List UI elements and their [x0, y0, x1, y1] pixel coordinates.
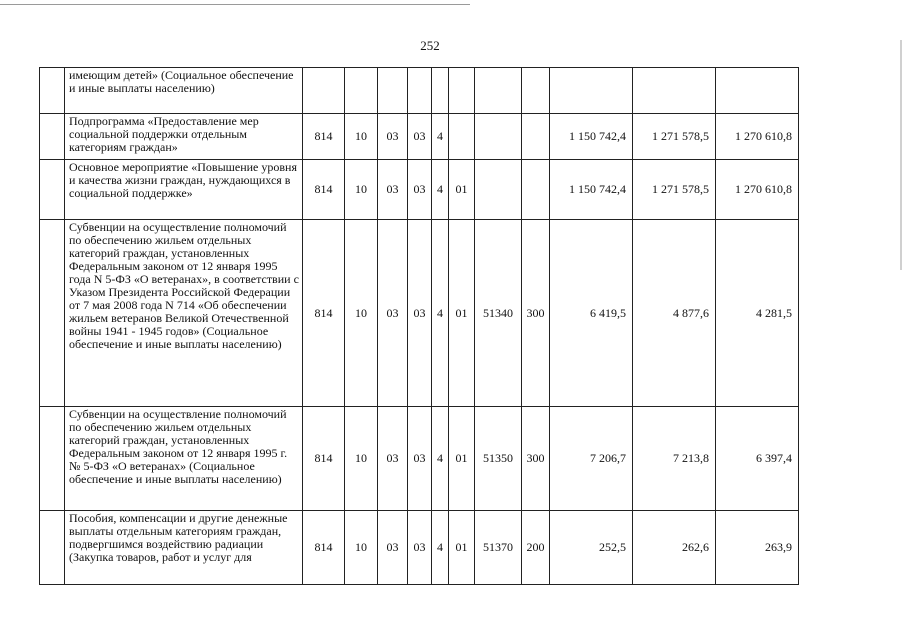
amount-year3-cell: 4 281,5	[716, 220, 799, 407]
amount-year3-cell: 1 270 610,8	[716, 114, 799, 160]
ved-cell	[303, 68, 345, 114]
event-cell: 01	[449, 407, 475, 511]
subprogram-cell: 4	[432, 511, 449, 585]
program-cell: 03	[408, 220, 432, 407]
direction-cell	[475, 68, 522, 114]
expense-type-cell	[522, 160, 550, 220]
direction-cell: 51340	[475, 220, 522, 407]
amount-year1-cell: 1 150 742,4	[550, 160, 633, 220]
subprogram-cell: 4	[432, 114, 449, 160]
amount-year2-cell	[633, 68, 716, 114]
event-cell: 01	[449, 511, 475, 585]
number-cell	[40, 511, 65, 585]
ved-cell: 814	[303, 114, 345, 160]
table-row	[40, 160, 799, 220]
event-cell	[449, 68, 475, 114]
expense-type-cell	[522, 68, 550, 114]
expense-type-cell: 300	[522, 407, 550, 511]
scan-right-edge	[900, 40, 902, 270]
event-cell	[449, 114, 475, 160]
amount-year3-cell	[716, 68, 799, 114]
table-row	[40, 511, 799, 585]
amount-year3-cell: 6 397,4	[716, 407, 799, 511]
table-body	[40, 68, 799, 585]
amount-year1-cell: 252,5	[550, 511, 633, 585]
subsection-cell	[378, 68, 408, 114]
direction-cell	[475, 160, 522, 220]
section-cell	[345, 68, 378, 114]
event-cell: 01	[449, 160, 475, 220]
program-cell: 03	[408, 511, 432, 585]
section-cell: 10	[345, 407, 378, 511]
row-name: Субвенции на осуществление полномочий по обеспечению жильем отдельных категорий граждан, установленных Федеральным законом от 12 января 1995 г. № 5-ФЗ «О ветеранах» (Социальное обеспечение и иные выплаты населению)	[65, 407, 303, 511]
program-cell	[408, 68, 432, 114]
amount-year2-cell: 7 213,8	[633, 407, 716, 511]
table-row	[40, 114, 799, 160]
direction-cell	[475, 114, 522, 160]
program-cell: 03	[408, 114, 432, 160]
scan-top-rule	[0, 4, 470, 5]
table-row	[40, 68, 799, 114]
number-cell	[40, 407, 65, 511]
amount-year1-cell: 1 150 742,4	[550, 114, 633, 160]
amount-year1-cell: 7 206,7	[550, 407, 633, 511]
row-name: Подпрограмма «Предоставление мер социальной поддержки отдельным категориям граждан»	[65, 114, 303, 160]
ved-cell: 814	[303, 511, 345, 585]
event-cell: 01	[449, 220, 475, 407]
table-row	[40, 407, 799, 511]
page-number: 252	[420, 38, 440, 53]
subprogram-cell: 4	[432, 407, 449, 511]
number-cell	[40, 220, 65, 407]
amount-year1-cell	[550, 68, 633, 114]
subsection-cell: 03	[378, 407, 408, 511]
row-name: имеющим детей» (Социальное обеспечение и иные выплаты населению)	[65, 68, 303, 114]
amount-year2-cell: 1 271 578,5	[633, 160, 716, 220]
expense-type-cell	[522, 114, 550, 160]
row-name: Субвенции на осуществление полномочий по обеспечению жильем отдельных категорий граждан, установленных Федеральным законом от 12 января 1995 года N 5-ФЗ «О ветеранах», в соответствии с Указом Президента Российской Федерации от 7 мая 2008 года N 714 «Об обеспечении жильем ветеранов Великой Отечественной войны 1941 - 1945 годов» (Социальное обеспечение и иные выплаты населению)	[65, 220, 303, 407]
budget-table	[39, 67, 799, 585]
subsection-cell: 03	[378, 160, 408, 220]
subprogram-cell: 4	[432, 160, 449, 220]
ved-cell: 814	[303, 220, 345, 407]
amount-year2-cell: 4 877,6	[633, 220, 716, 407]
amount-year2-cell: 262,6	[633, 511, 716, 585]
amount-year3-cell: 1 270 610,8	[716, 160, 799, 220]
section-cell: 10	[345, 220, 378, 407]
program-cell: 03	[408, 160, 432, 220]
amount-year3-cell: 263,9	[716, 511, 799, 585]
expense-type-cell: 200	[522, 511, 550, 585]
ved-cell: 814	[303, 160, 345, 220]
program-cell: 03	[408, 407, 432, 511]
number-cell	[40, 68, 65, 114]
direction-cell: 51370	[475, 511, 522, 585]
subsection-cell: 03	[378, 511, 408, 585]
number-cell	[40, 114, 65, 160]
section-cell: 10	[345, 160, 378, 220]
row-name: Пособия, компенсации и другие денежные выплаты отдельным категориям граждан, подвергшимся воздействию радиации (Закупка товаров, работ и услуг для	[65, 511, 303, 585]
amount-year1-cell: 6 419,5	[550, 220, 633, 407]
row-name: Основное мероприятие «Повышение уровня и качества жизни граждан, нуждающихся в социальной поддержке»	[65, 160, 303, 220]
subsection-cell: 03	[378, 114, 408, 160]
amount-year2-cell: 1 271 578,5	[633, 114, 716, 160]
subprogram-cell	[432, 68, 449, 114]
subprogram-cell: 4	[432, 220, 449, 407]
table-row	[40, 220, 799, 407]
ved-cell: 814	[303, 407, 345, 511]
section-cell: 10	[345, 511, 378, 585]
number-cell	[40, 160, 65, 220]
subsection-cell: 03	[378, 220, 408, 407]
expense-type-cell: 300	[522, 220, 550, 407]
direction-cell: 51350	[475, 407, 522, 511]
section-cell: 10	[345, 114, 378, 160]
